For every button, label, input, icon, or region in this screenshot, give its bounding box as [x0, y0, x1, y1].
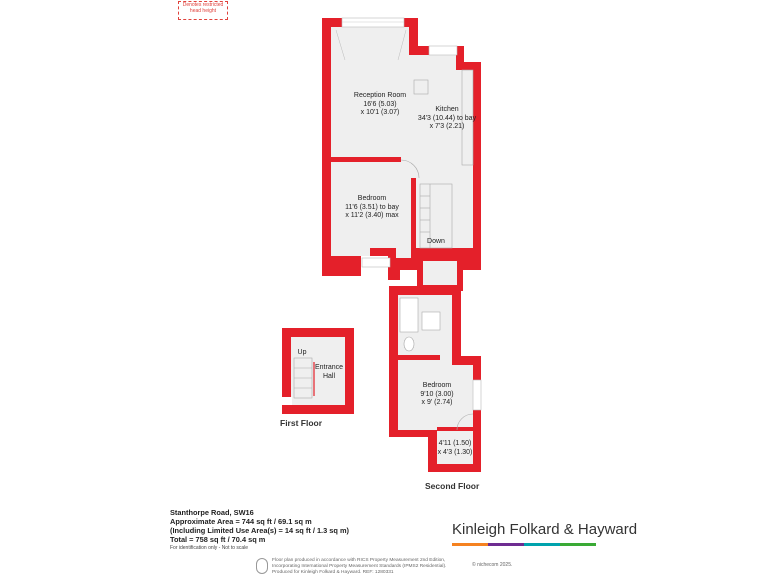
- room-dim: x 7'3 (2.21): [429, 123, 465, 130]
- room-label-entrance: [314, 364, 344, 381]
- room-name: Kitchen: [435, 106, 459, 113]
- room-name: Hall: [322, 372, 336, 380]
- stairs-down-label: Down: [427, 238, 445, 245]
- legend-line-2: head height: [189, 8, 217, 14]
- brand-bar-green: [560, 543, 596, 546]
- brand-bar-teal: [524, 543, 560, 546]
- footer-line-3: Produced for Kinleigh Folkard & Hayward. REF: 1280331: [272, 570, 394, 575]
- room-dim: 34'3 (10.44) to bay: [417, 114, 477, 122]
- room-dim: x 10'1 (3.07): [360, 109, 400, 116]
- floor-title-second: Second Floor: [425, 481, 480, 491]
- identification-note: For identification only - Not to scale: [170, 545, 249, 551]
- footer-line-2: Incorporating International Property Measurement Standards (IPMS2 Residential).: [272, 564, 447, 569]
- copyright: © nichecom 2025.: [472, 562, 513, 568]
- room-dim: x 4'3 (1.30): [437, 448, 473, 456]
- room-dim: 4'11 (1.50): [438, 440, 472, 447]
- room-dim: 9'10 (3.00): [420, 390, 454, 398]
- limited-area: (Including Limited Use Area(s) = 14 sq ft / 1.3 sq m): [170, 526, 349, 535]
- approx-area: Approximate Area = 744 sq ft / 69.1 sq m: [170, 517, 312, 526]
- total-area: Total = 758 sq ft / 70.4 sq m: [170, 535, 266, 544]
- footer-line-1: Floor plan produced in accordance with RICS Property Measurement 2nd Edition,: [272, 558, 446, 563]
- room-label-store: [437, 440, 473, 457]
- room-label-bedroom-1: [332, 195, 412, 221]
- brand-bar-purple: [488, 543, 524, 546]
- brand-bar-orange: [452, 543, 488, 546]
- upper-block: [322, 18, 481, 280]
- brand-name: Kinleigh Folkard & Hayward: [452, 521, 638, 538]
- footer-notes: [272, 558, 446, 576]
- room-dim: x 11'2 (3.40) max: [345, 212, 399, 219]
- address: Stanthorpe Road, SW16: [170, 508, 254, 517]
- room-dim: 11'6 (3.51) to bay: [345, 203, 399, 211]
- room-label-kitchen: [412, 106, 482, 132]
- room-name: Bedroom: [357, 195, 387, 202]
- room-label-reception: [340, 92, 420, 118]
- rics-logo-icon: [256, 558, 268, 574]
- legend-line-1: Denotes restricted: [182, 2, 224, 8]
- property-info: [170, 508, 349, 553]
- restricted-height-legend: [178, 1, 228, 20]
- room-dim: 16'6 (5.03): [363, 100, 397, 108]
- room-name: Entrance: [314, 364, 344, 371]
- floor-title-first: First Floor: [280, 418, 323, 428]
- stairs-up-label: Up: [297, 349, 307, 356]
- room-name: Reception Room: [353, 92, 407, 99]
- room-name: Bedroom: [422, 382, 452, 389]
- room-label-bedroom-2: [402, 382, 472, 408]
- room-dim: x 9' (2.74): [421, 399, 453, 406]
